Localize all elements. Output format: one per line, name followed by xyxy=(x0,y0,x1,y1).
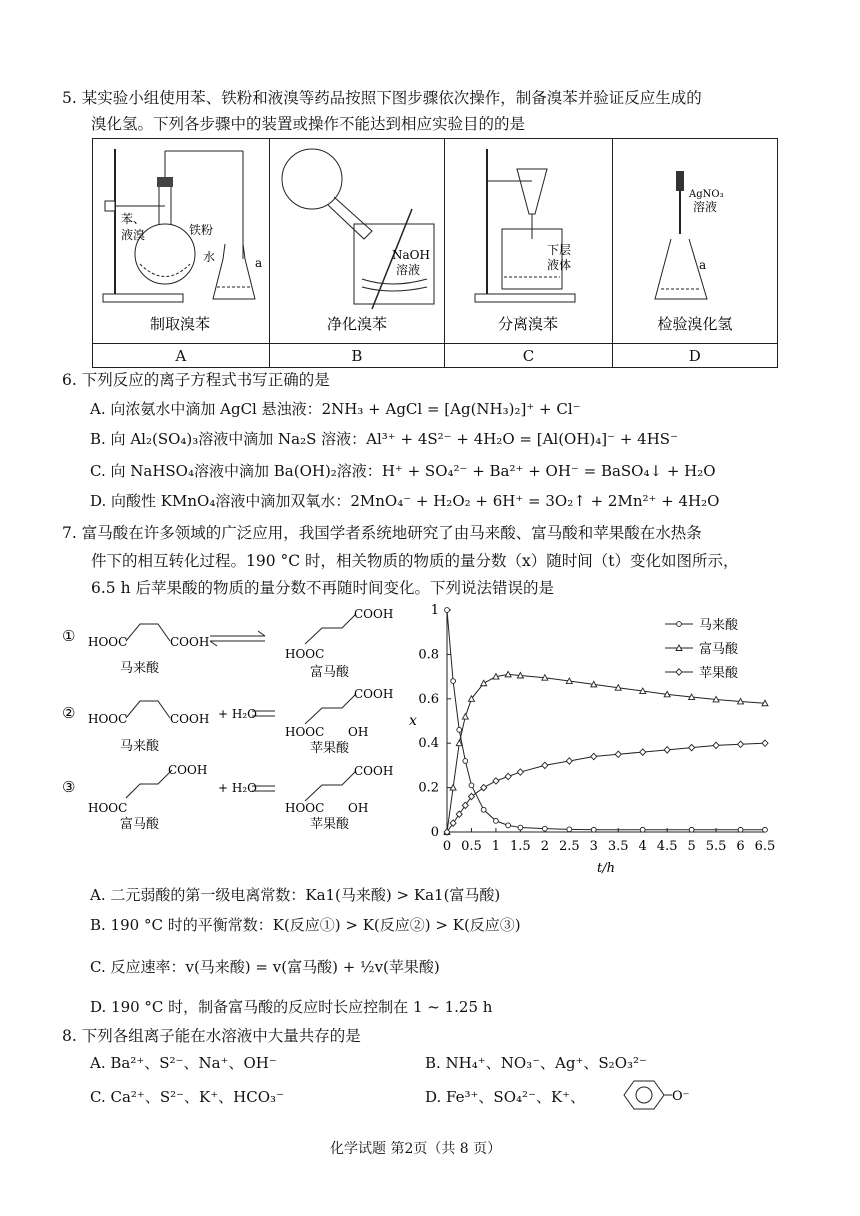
series-triangle xyxy=(444,671,768,834)
data-point xyxy=(676,669,682,675)
x-tick-label: 0.5 xyxy=(461,839,482,854)
q7-option-b: B. 190 °C 时的平衡常数：K(反应①) > K(反应②) > K(反应③) xyxy=(90,916,521,934)
letter-c: C xyxy=(445,344,612,368)
data-point xyxy=(640,827,645,832)
x-tick-label: 5.5 xyxy=(705,839,727,854)
q8-stem: 8. 下列各组离子能在水溶液中大量共存的是 xyxy=(62,1027,361,1045)
r1-left-name: 马来酸 xyxy=(120,661,160,676)
data-point xyxy=(615,751,621,757)
label-agno3-solution: 溶液 xyxy=(692,200,717,214)
r3-right-cooh: COOH xyxy=(354,764,394,778)
x-tick-label: 1 xyxy=(491,839,501,854)
data-point xyxy=(566,758,572,764)
apparatus-c-drawing xyxy=(447,139,609,339)
r2-hooc: HOOC xyxy=(88,712,128,726)
x-tick-label: 1.5 xyxy=(510,839,531,854)
legend-label: 富马酸 xyxy=(699,642,739,657)
y-tick-label: 0 xyxy=(430,825,439,840)
x-axis-label: t/h xyxy=(597,861,615,876)
q8-option-b: B. NH₄⁺、NO₃⁻、Ag⁺、S₂O₃²⁻ xyxy=(425,1054,647,1072)
q6-stem: 6. 下列反应的离子方程式书写正确的是 xyxy=(62,371,330,389)
q7-stem-line2: 件下的相互转化过程。190 °C 时，相关物质的物质的量分数（x）随时间（t）变化如图所示， xyxy=(91,552,739,570)
r3-right-oh: OH xyxy=(348,801,369,815)
data-point xyxy=(762,740,768,746)
r2-right-hooc: HOOC xyxy=(285,725,325,739)
apparatus-a-drawing xyxy=(95,139,266,339)
y-axis-label: x xyxy=(409,713,417,729)
data-point xyxy=(763,827,768,832)
r2-right-oh: OH xyxy=(348,725,369,739)
data-point xyxy=(469,783,474,788)
q6-option-d: D. 向酸性 KMnO₄溶液中滴加双氧水：2MnO₄⁻ + H₂O₂ + 6H⁺ = 3O₂↑ + 2Mn²⁺ + 4H₂O xyxy=(90,492,720,510)
data-point xyxy=(481,680,487,686)
x-tick-label: 4 xyxy=(638,839,647,854)
data-point xyxy=(462,714,468,720)
data-point xyxy=(450,785,456,791)
data-point xyxy=(481,784,487,790)
data-point xyxy=(677,622,682,627)
data-point xyxy=(542,762,548,768)
r2-left-name: 马来酸 xyxy=(120,739,160,754)
y-tick-label: 0.6 xyxy=(418,691,439,707)
data-point xyxy=(493,778,499,784)
y-tick-label: 0.4 xyxy=(418,736,439,752)
apparatus-table xyxy=(92,138,778,368)
y-tick-label: 0.8 xyxy=(418,647,439,663)
data-point xyxy=(451,679,456,684)
data-point xyxy=(494,819,499,824)
x-tick-label: 2.5 xyxy=(558,839,580,854)
label-lower: 下层 xyxy=(547,243,572,257)
q7-option-c: C. 反应速率：v(马来酸) = v(富马酸) + ½v(苹果酸) xyxy=(90,958,440,976)
y-tick-label: 1 xyxy=(430,603,439,618)
legend-label: 马来酸 xyxy=(699,618,739,633)
data-point xyxy=(689,827,694,832)
q7-stem-line3: 6.5 h 后苹果酸的物质的量分数不再随时间变化。下列说法错误的是 xyxy=(91,579,554,597)
label-liquid: 液体 xyxy=(547,258,572,272)
q7-stem-line1: 7. 富马酸在许多领域的广泛应用，我国学者系统地研究了由马来酸、富马酸和苹果酸在水热条 xyxy=(62,524,702,542)
data-point xyxy=(542,826,547,831)
data-point xyxy=(481,807,486,812)
x-tick-label: 3.5 xyxy=(607,839,629,854)
y-tick-label: 0.2 xyxy=(418,780,439,796)
mole-fraction-chart xyxy=(395,598,785,883)
panel-c xyxy=(445,139,612,344)
letter-b: B xyxy=(269,344,445,368)
data-point xyxy=(463,759,468,764)
q8-option-a: A. Ba²⁺、S²⁻、Na⁺、OH⁻ xyxy=(90,1054,277,1072)
data-point xyxy=(738,827,743,832)
label-benzene: 苯、 xyxy=(121,212,146,226)
data-point xyxy=(457,727,462,732)
label-a: a xyxy=(255,256,263,270)
reaction-2-number: ② xyxy=(62,704,76,722)
r3-left-name: 富马酸 xyxy=(120,817,160,832)
legend-label: 苹果酸 xyxy=(699,666,739,681)
x-tick-label: 6 xyxy=(736,839,745,854)
r1-hooc: HOOC xyxy=(88,635,128,649)
x-tick-label: 2 xyxy=(540,839,549,854)
panel-b xyxy=(269,139,445,344)
data-point xyxy=(445,608,450,613)
data-point xyxy=(689,744,695,750)
label-agno3: AgNO₃ xyxy=(688,189,724,200)
data-point xyxy=(567,827,572,832)
data-point xyxy=(506,823,511,828)
label-bromine: 液溴 xyxy=(121,228,146,242)
letter-d: D xyxy=(612,344,777,368)
page-footer: 化学试题 第2页（共 8 页） xyxy=(330,1141,502,1157)
q8-option-d: D. Fe³⁺、SO₄²⁻、K⁺、 xyxy=(425,1088,586,1106)
reaction-schemes xyxy=(60,606,410,846)
caption-c: 分离溴苯 xyxy=(498,315,559,333)
data-point xyxy=(517,769,523,775)
reaction-1-number: ① xyxy=(62,627,76,645)
x-tick-label: 3 xyxy=(589,839,598,854)
x-tick-label: 0 xyxy=(442,839,452,854)
label-d-a: a xyxy=(698,258,706,272)
r1-cooh: COOH xyxy=(170,635,210,649)
r2-plus-water: + H₂O xyxy=(218,707,257,721)
label-naoh: NaOH xyxy=(391,248,430,262)
caption-b: 净化溴苯 xyxy=(326,315,387,333)
r3-right-hooc: HOOC xyxy=(285,801,325,815)
apparatus-d-drawing xyxy=(615,139,775,339)
q6-option-a: A. 向浓氨水中滴加 AgCl 悬浊液：2NH₃ + AgCl = [Ag(NH₃)₂]⁺ + Cl⁻ xyxy=(90,400,581,418)
q8-option-c: C. Ca²⁺、S²⁻、K⁺、HCO₃⁻ xyxy=(90,1088,284,1106)
data-point xyxy=(640,749,646,755)
data-point xyxy=(518,825,523,830)
q5-stem-line1: 5. 某实验小组使用苯、铁粉和液溴等药品按照下图步骤依次操作，制备溴苯并验证反应生成的 xyxy=(62,89,702,107)
r3-right-name: 苹果酸 xyxy=(310,817,350,832)
data-point xyxy=(713,742,719,748)
data-point xyxy=(664,747,670,753)
r2-cooh: COOH xyxy=(170,712,210,726)
phenoxide-structure xyxy=(614,1078,694,1112)
label-iron: 铁粉 xyxy=(189,223,214,237)
data-point xyxy=(591,827,596,832)
r2-right-cooh: COOH xyxy=(354,687,394,701)
q6-option-c: C. 向 NaHSO₄溶液中滴加 Ba(OH)₂溶液：H⁺ + SO₄²⁻ + Ba²⁺ + OH⁻ = BaSO₄↓ + H₂O xyxy=(90,462,716,480)
x-tick-label: 4.5 xyxy=(656,839,678,854)
label-water: 水 xyxy=(203,250,216,264)
r2-right-name: 苹果酸 xyxy=(310,741,350,756)
caption-d: 检验溴化氢 xyxy=(657,315,733,333)
panel-a xyxy=(93,139,270,344)
series-diamond xyxy=(444,740,768,835)
r3-plus-water: + H₂O xyxy=(218,781,257,795)
caption-a: 制取溴苯 xyxy=(150,315,211,333)
q5-stem-line2: 溴化氢。下列各步骤中的装置或操作不能达到相应实验目的的是 xyxy=(91,115,526,133)
phenoxide-o: O⁻ xyxy=(672,1089,690,1104)
panel-d xyxy=(612,139,777,344)
r3-cooh: COOH xyxy=(168,763,208,777)
chart-legend xyxy=(665,617,739,681)
apparatus-b-drawing xyxy=(272,139,442,339)
q6-option-b: B. 向 Al₂(SO₄)₃溶液中滴加 Na₂S 溶液：Al³⁺ + 4S²⁻ + 4H₂O = [Al(OH)₄]⁻ + 4HS⁻ xyxy=(90,430,678,448)
data-point xyxy=(591,753,597,759)
r1-right-cooh: COOH xyxy=(354,607,394,621)
x-tick-label: 5 xyxy=(687,839,696,854)
data-point xyxy=(505,773,511,779)
q7-option-d: D. 190 °C 时，制备富马酸的反应时长应控制在 1 ~ 1.25 h xyxy=(90,998,493,1016)
r1-right-name: 富马酸 xyxy=(310,665,350,680)
reaction-3-number: ③ xyxy=(62,778,76,796)
q7-option-a: A. 二元弱酸的第一级电离常数：Ka1(马来酸) > Ka1(富马酸) xyxy=(90,886,501,904)
label-naoh-solution: 溶液 xyxy=(395,263,420,277)
data-point xyxy=(738,741,744,747)
r3-hooc: HOOC xyxy=(88,801,128,815)
r1-right-hooc: HOOC xyxy=(285,647,325,661)
letter-a: A xyxy=(93,344,270,368)
x-tick-label: 6.5 xyxy=(754,839,776,854)
